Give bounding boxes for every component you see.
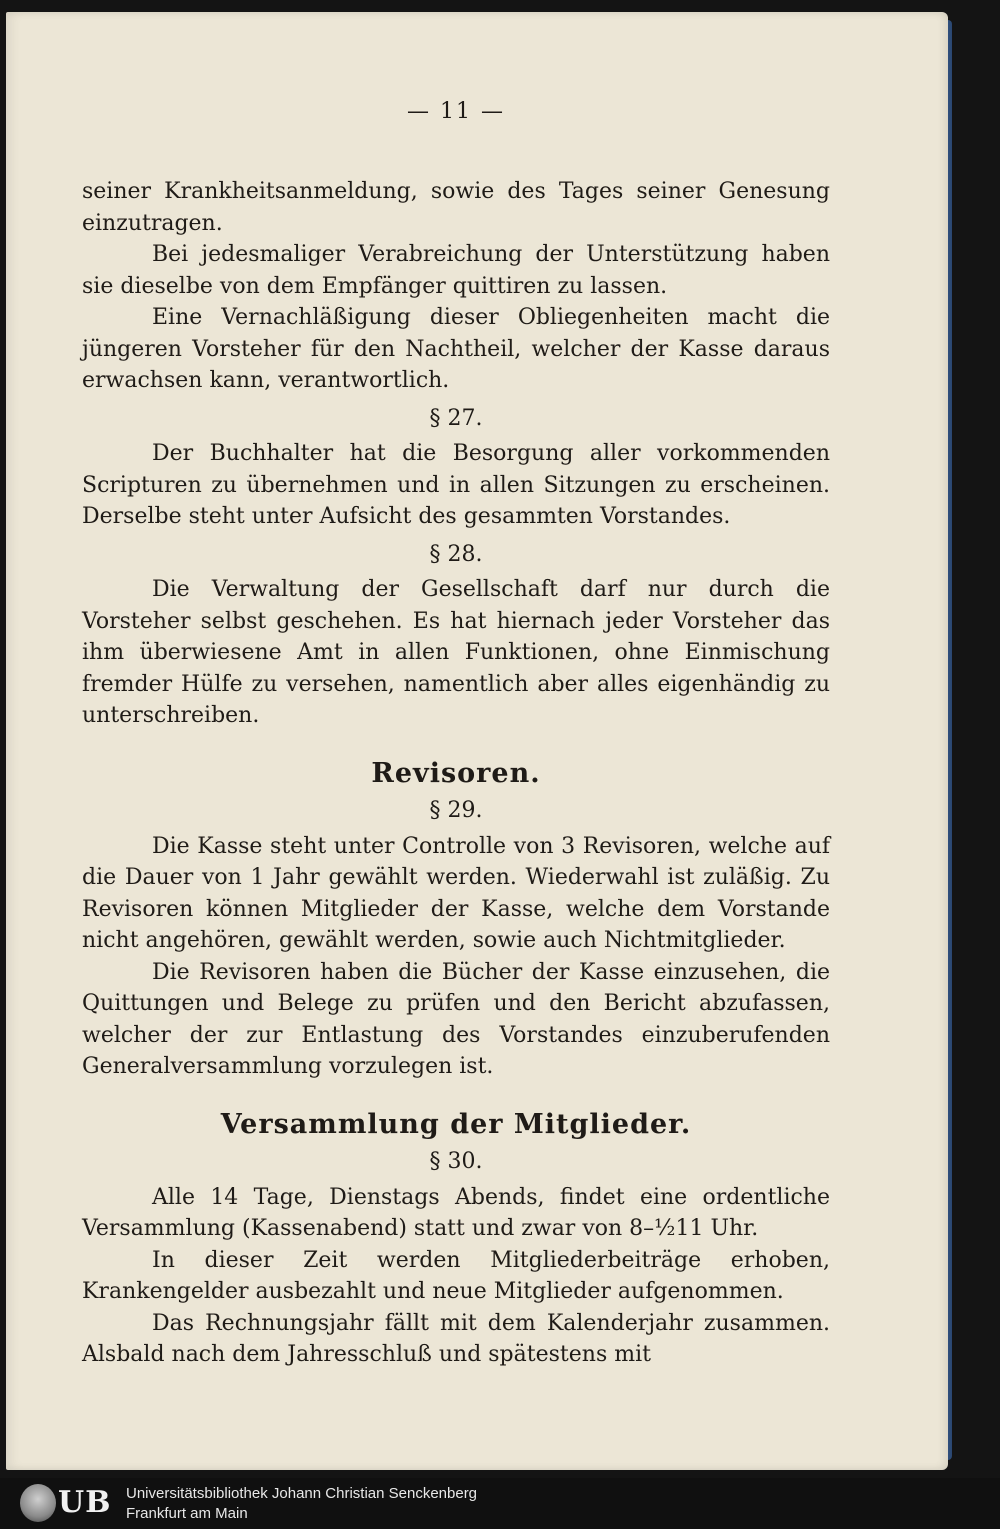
section-30-text-1: Alle 14 Tage, Dienstags Abends, findet eine ordentliche Versammlung (Kassenabend) statt und zwar von 8–½11 Uhr. xyxy=(82,1184,830,1241)
section-27-text: Der Buchhalter hat die Besorgung aller vorkommenden Scripturen zu übernehmen und in allen Sitzungen zu erscheinen. Derselbe steht unter Aufsicht des gesammten Vorstandes. xyxy=(82,441,830,529)
heading-revisoren: Revisoren. xyxy=(371,757,541,789)
paragraph-vernachlaessigung: Eine Vernachläßigung dieser Obliegenheiten macht die jüngeren Vorsteher für den Nachtheil, welcher der Kasse daraus erwachsen kann, verantwortlich. xyxy=(82,305,830,393)
section-30-text-3: Das Rechnungsjahr fällt mit dem Kalenderjahr zusammen. Alsbald nach dem Jahresschluß und spätestens mit xyxy=(82,1310,830,1367)
university-seal-icon xyxy=(20,1484,56,1522)
page-number: — 11 — xyxy=(407,99,505,124)
paragraph-continuation: seiner Krankheitsanmeldung, sowie des Tages seiner Genesung einzutragen. xyxy=(82,179,830,236)
library-footer xyxy=(0,1478,1000,1529)
library-city: Frankfurt am Main xyxy=(126,1505,248,1522)
section-28-text: Die Verwaltung der Gesellschaft darf nur durch die Vorsteher selbst geschehen. Es hat hiernach jeder Vorsteher das ihm überwiesene Amt in allen Funktionen, ohne Einmischung fremder Hülfe zu versehen, namentlich aber alles eigenhändig zu unterschreiben. xyxy=(82,577,830,728)
section-29-text-2: Die Revisoren haben die Bücher der Kasse einzusehen, die Quittungen und Belege zu prüfen und den Bericht abzufassen, welcher der zur Entlastung des Vorstandes einzuberufenden Generalversammlung vorzulegen ist. xyxy=(82,959,830,1079)
section-27-title: § 27. xyxy=(429,405,483,431)
section-30-title: § 30. xyxy=(429,1149,483,1174)
ub-logo: UB xyxy=(58,1485,112,1520)
section-29-text-1: Die Kasse steht unter Controlle von 3 Revisoren, welche auf die Dauer von 1 Jahr gewählt werden. Wiederwahl ist zuläßig. Zu Revisoren können Mitglieder der Kasse, welche dem Vorstande nicht angehören, gewählt werden, sowie auch Nichtmitglieder. xyxy=(82,833,830,953)
section-28-title: § 28. xyxy=(429,541,483,567)
heading-versammlung: Versammlung der Mitglieder. xyxy=(220,1108,692,1140)
library-name: Universitätsbibliothek Johann Christian Senckenberg xyxy=(126,1485,478,1502)
section-30-text-2: In dieser Zeit werden Mitgliederbeiträge erhoben, Krankengelder ausbezahlt und neue Mitglieder aufgenommen. xyxy=(82,1247,830,1304)
page-text xyxy=(82,96,830,1371)
section-29-title: § 29. xyxy=(429,798,483,823)
paragraph-quittung: Bei jedesmaliger Verabreichung der Unterstützung haben sie dieselbe von dem Empfänger quittiren zu lassen. xyxy=(82,242,830,299)
